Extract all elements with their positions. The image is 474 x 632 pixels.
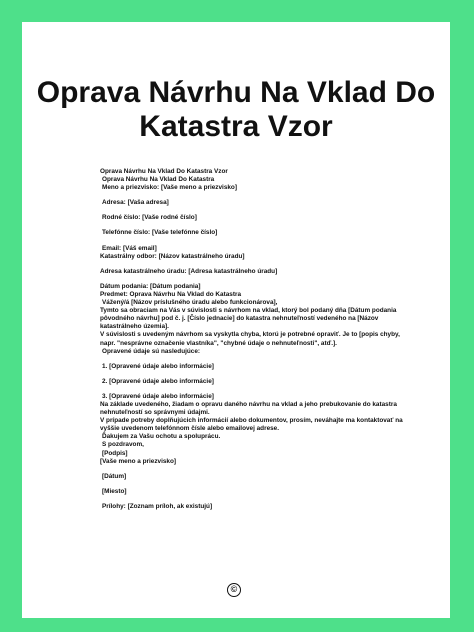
letter-line: [Podpis] (102, 449, 128, 457)
letter-line: Telefónne číslo: [Vaše telefónne číslo] (102, 229, 218, 237)
letter-line: Oprava Návrhu Na Vklad Do Katastra Vzor (100, 168, 228, 175)
letter-line: Predmet: Oprava Návrhu Na Vklad do Katastra (100, 290, 241, 298)
page-title: Oprava Návrhu Na Vklad Do Katastra Vzor (36, 76, 436, 143)
letter-line: Rodné číslo: [Vaše rodné číslo] (102, 214, 197, 222)
letter-line: Ďakujem za Vašu ochotu a spoluprácu. (102, 433, 221, 441)
letter-line: Adresa: [Vaša adresa] (102, 199, 169, 207)
letter-body (74, 168, 409, 511)
letter-line: [Miesto] (102, 487, 127, 495)
letter-line: Meno a priezvisko: [Vaše meno a priezvisko] (102, 184, 237, 192)
letter-line: S pozdravom, (102, 441, 144, 449)
letter-line: Opravené údaje sú nasledujúce: (102, 347, 201, 355)
letter-paragraph: V súvislosti s uvedeným návrhom sa vyskytla chyba, ktorú je potrebné opraviť. Je to [popis chyby, napr. "nesprávne označenie vlastníka", "chybné údaje o nehnuteľnosti", atď.]. (100, 331, 402, 347)
letter-line: 2. [Opravené údaje alebo informácie] (102, 377, 214, 385)
letter-line: Katastrálny odbor: [Názov katastrálneho úradu] (100, 252, 245, 260)
letter-line: Oprava Návrhu Na Vklad Do Katastra (102, 176, 215, 184)
letter-line: 3. [Opravené údaje alebo informácie] (102, 392, 214, 400)
document-page (22, 22, 450, 618)
letter-line: Vážený/á [Názov príslušného úradu alebo funkcionárova], (102, 299, 278, 307)
letter-paragraph: V prípade potreby doplňujúcich informácií alebo dokumentov, prosím, neváhajte ma kontaktovať na vyššie uvedenom telefónnom čísle alebo emailovej adrese. (100, 417, 405, 433)
letter-line: Prílohy: [Zoznam príloh, ak existujú] (102, 502, 213, 510)
letter-line: [Vaše meno a priezvisko] (100, 457, 177, 465)
letter-line: Email: [Váš email] (102, 244, 157, 252)
letter-line: Adresa katastrálneho úradu: [Adresa katastrálneho úradu] (100, 267, 278, 275)
letter-paragraph: Tymto sa obraciam na Vás v súvislosti s návrhom na vklad, ktorý bol podaný dňa [Dátum podania pôvodného návrhu] pod č. j. [Číslo jednacie] do katastra nehnuteľností vedeného na [Názov katastrálneho územia]. (100, 307, 399, 331)
letter-paragraph: Na základe uvedeného, žiadam o opravu daného návrhu na vklad a jeho prebukovanie do katastra nehnuteľností so správnymi údajmi. (100, 400, 399, 417)
letter-line: Dátum podania: [Dátum podania] (100, 282, 201, 290)
copyright-icon: © (227, 583, 241, 597)
letter-line: 1. [Opravené údaje alebo informácie] (102, 362, 214, 370)
letter-line: [Dátum] (102, 472, 127, 480)
